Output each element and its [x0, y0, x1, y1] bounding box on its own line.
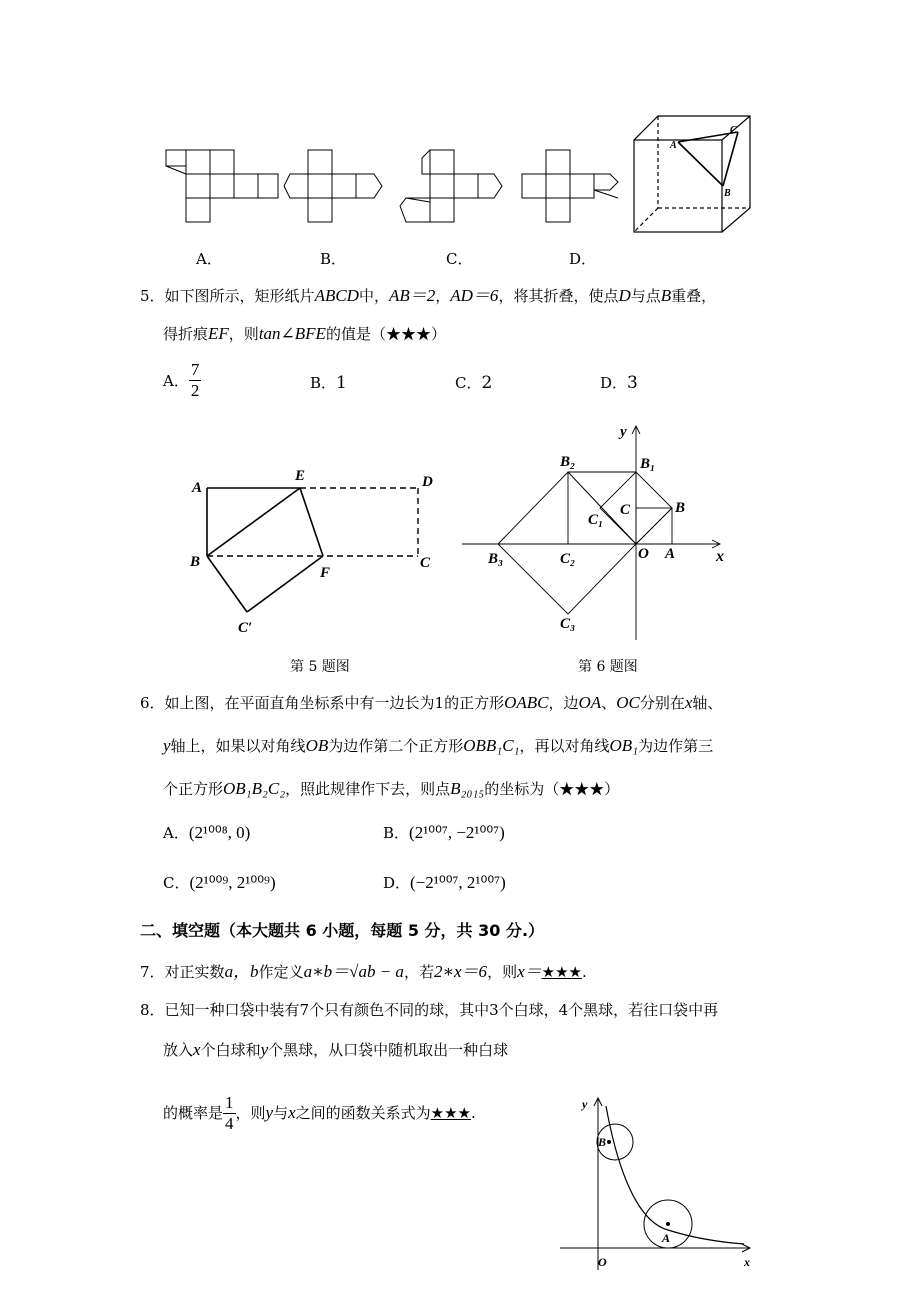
q6-text: 轴、	[692, 694, 723, 712]
q5-option-b	[310, 372, 347, 393]
q5-text: ，将其折叠，使点	[498, 287, 619, 305]
q4-net-a	[166, 150, 278, 222]
q8-text: 与	[273, 1104, 289, 1122]
q6-line1	[140, 693, 722, 713]
q6-label-a: A	[665, 546, 676, 562]
q5-option-b-label: B．	[310, 374, 337, 392]
q6-text: 为边作第三	[638, 737, 714, 755]
q8-text: 的概率是	[163, 1104, 224, 1122]
q6-ob: OB	[305, 736, 329, 755]
cube-label-b: B	[724, 188, 731, 199]
q6-text: ，再以对角线	[519, 737, 610, 755]
q6-option-c	[163, 872, 276, 893]
q4-net-c	[400, 150, 502, 222]
q6-line2	[163, 736, 713, 756]
q4-nets-figure	[150, 110, 620, 235]
q5-label-f: F	[320, 565, 331, 581]
q5-b: B	[660, 286, 672, 305]
q5-label-d: D	[422, 474, 433, 490]
q5-text: ，则	[228, 325, 259, 343]
q6-option-d-value: (−2¹⁰⁰⁷, 2¹⁰⁰⁷)	[410, 873, 506, 892]
q7-text: ，则	[487, 963, 518, 981]
cube-label-a: A	[670, 140, 677, 151]
q6-b2015: B₂₀₁₅	[450, 779, 485, 798]
q7-line	[140, 962, 587, 982]
q6-caption: 第 6 题图	[578, 659, 638, 675]
q5-option-a-label: A．	[163, 372, 189, 390]
q6-text: 如上图，在平面直角坐标系中有一边长为1的正方形	[164, 694, 505, 712]
q7-cond: 2∗x＝6	[433, 962, 488, 981]
q6-text: 轴上，如果以对角线	[170, 737, 306, 755]
q7-def: a∗b＝√ab − a	[303, 962, 404, 981]
q5-caption: 第 5 题图	[290, 659, 350, 675]
q8-figure	[558, 1092, 762, 1274]
q8-text: 之间的函数关系式为	[295, 1104, 431, 1122]
q6-option-d-label: D．	[383, 874, 411, 892]
q6-ob1b2c2: OB₁B₂C₂	[223, 779, 286, 798]
q7-text: 作定义	[258, 963, 304, 981]
q6-option-a	[163, 822, 250, 843]
q5-option-d-label: D．	[600, 374, 628, 392]
q6-label-b: B	[675, 500, 686, 516]
q8-label-b: B	[598, 1135, 607, 1149]
q6-line3	[163, 779, 619, 799]
q6-oc: OC	[616, 693, 640, 712]
q4-option-d: D．	[569, 250, 597, 268]
q6-obb1c1: OBB₁C₁	[463, 736, 520, 755]
q5-line2	[163, 324, 446, 344]
q6-y: y	[163, 736, 171, 755]
q8-y: y	[260, 1040, 269, 1059]
q8-line1	[140, 1000, 718, 1020]
q5-label-cprime: C′	[238, 620, 253, 636]
q7-number: 7．	[140, 963, 165, 981]
q7-end: .	[581, 963, 587, 981]
q5-text: 中，	[358, 287, 389, 305]
q8-text: 个白球和	[200, 1041, 261, 1059]
q8-x2: x	[288, 1103, 296, 1122]
q5-ab: AB＝2	[388, 286, 436, 305]
q5-d: D	[618, 286, 631, 305]
q5-ef: EF	[208, 324, 229, 343]
q8-text: 已知一种口袋中装有7个只有颜色不同的球，其中3个白球，4个黑球，若往口袋中再	[164, 1001, 719, 1019]
q6-figure	[458, 418, 748, 644]
q5-abcd: ABCD	[314, 286, 359, 305]
q5-option-a-fraction	[189, 360, 202, 401]
q6-option-c-value: (2¹⁰⁰⁹, 2¹⁰⁰⁹)	[189, 873, 276, 892]
q6-number: 6．	[140, 694, 165, 712]
q4-cube-figure	[630, 112, 756, 238]
q8-fraction	[223, 1093, 236, 1134]
q5-option-d	[600, 372, 638, 393]
q5-text: 重叠，	[671, 287, 717, 305]
q6-label-c3: C₃	[560, 616, 576, 632]
q6-label-c1: C₁	[588, 512, 604, 528]
section2-title: 二、填空题（本大题共 6 小题，每题 5 分，共 30 分.）	[140, 921, 545, 940]
q5-ad: AD＝6	[450, 286, 499, 305]
q7-text: ，若	[403, 963, 434, 981]
q5-label-c: C	[420, 555, 431, 571]
q5-label-a: A	[192, 480, 203, 496]
q7-answer-blank: ★★★	[541, 963, 582, 981]
q5-option-c-value: 2	[481, 373, 493, 393]
q6-label-x: x	[716, 548, 724, 565]
q4-net-b	[284, 150, 382, 222]
q8-end: .	[471, 1104, 476, 1122]
q8-text: 个黑球，从口袋中随机取出一种白球	[268, 1041, 509, 1059]
q5-text: ，	[435, 287, 451, 305]
q4-net-d	[522, 150, 618, 222]
q6-oabc: OABC	[504, 693, 549, 712]
q8-number: 8．	[140, 1001, 165, 1019]
q5-tan: tan∠BFE	[258, 324, 326, 343]
q8-label-a: A	[662, 1231, 671, 1245]
q5-text: 得折痕	[163, 325, 209, 343]
q6-option-b-value: (2¹⁰⁰⁷, −2¹⁰⁰⁷)	[409, 823, 505, 842]
q5-option-c	[455, 372, 492, 393]
q5-text: 如下图所示，矩形纸片	[164, 287, 315, 305]
q8-line2	[163, 1040, 508, 1060]
q6-option-a-label: A．	[163, 824, 189, 842]
q8-label-x: x	[744, 1255, 750, 1269]
q6-text: ，边	[548, 694, 579, 712]
q6-label-b3: B₃	[488, 551, 504, 567]
cube-label-c: C	[730, 125, 737, 136]
q6-text: 个正方形	[163, 780, 224, 798]
q4-option-b: B．	[320, 250, 347, 268]
q6-ob1: OB₁	[609, 736, 639, 755]
q8-text: ，则	[235, 1104, 266, 1122]
q6-label-b2: B₂	[560, 454, 576, 470]
q5-option-d-value: 3	[627, 373, 638, 393]
q8-x: x	[193, 1040, 201, 1059]
q5-text: 的值是（★★★）	[325, 325, 446, 343]
q8-answer-blank: ★★★	[430, 1104, 471, 1122]
q6-text: 的坐标为（★★★）	[484, 780, 620, 798]
q6-label-y: y	[620, 424, 627, 440]
q6-oa: OA	[578, 693, 602, 712]
q5-frac-num: 7	[190, 360, 200, 379]
q8-label-y: y	[582, 1097, 588, 1111]
q4-option-a: A．	[196, 250, 222, 268]
q5-option-a	[163, 360, 201, 401]
q4-option-c: C．	[446, 250, 473, 268]
q6-option-b	[383, 822, 505, 843]
q5-text: 与点	[630, 287, 661, 305]
q6-label-c: C	[620, 502, 631, 518]
q6-option-c-label: C．	[163, 874, 190, 892]
q6-text: 、	[601, 694, 617, 712]
q8-frac-den: 4	[225, 1113, 234, 1133]
q5-figure	[180, 460, 450, 640]
q6-option-b-label: B．	[383, 824, 410, 842]
q6-text: ，照此规律作下去，则点	[285, 780, 451, 798]
q5-frac-den: 2	[190, 381, 200, 400]
q5-number: 5．	[140, 287, 165, 305]
q6-option-a-value: (2¹⁰⁰⁸, 0)	[188, 823, 251, 842]
q5-label-e: E	[295, 468, 306, 484]
q6-label-b1: B₁	[640, 456, 656, 472]
q8-line3	[163, 1090, 476, 1135]
q8-y2: y	[265, 1103, 274, 1122]
q5-label-b: B	[190, 554, 201, 570]
q7-ab: a，b	[224, 962, 259, 981]
q8-text: 放入	[163, 1041, 194, 1059]
q7-x-eq: x＝	[517, 962, 542, 981]
q8-frac-num: 1	[225, 1092, 234, 1112]
q6-label-o: O	[638, 546, 649, 562]
q5-option-c-label: C．	[455, 374, 482, 392]
q6-x: x	[684, 693, 693, 712]
q5-line1	[140, 286, 716, 306]
q8-label-o: O	[598, 1255, 607, 1269]
q6-text: 分别在	[639, 694, 685, 712]
q5-option-b-value: 1	[336, 373, 347, 393]
q6-text: 为边作第二个正方形	[328, 737, 464, 755]
q7-text: 对正实数	[164, 963, 225, 981]
q6-option-d	[383, 872, 506, 893]
q6-label-c2: C₂	[560, 551, 576, 567]
